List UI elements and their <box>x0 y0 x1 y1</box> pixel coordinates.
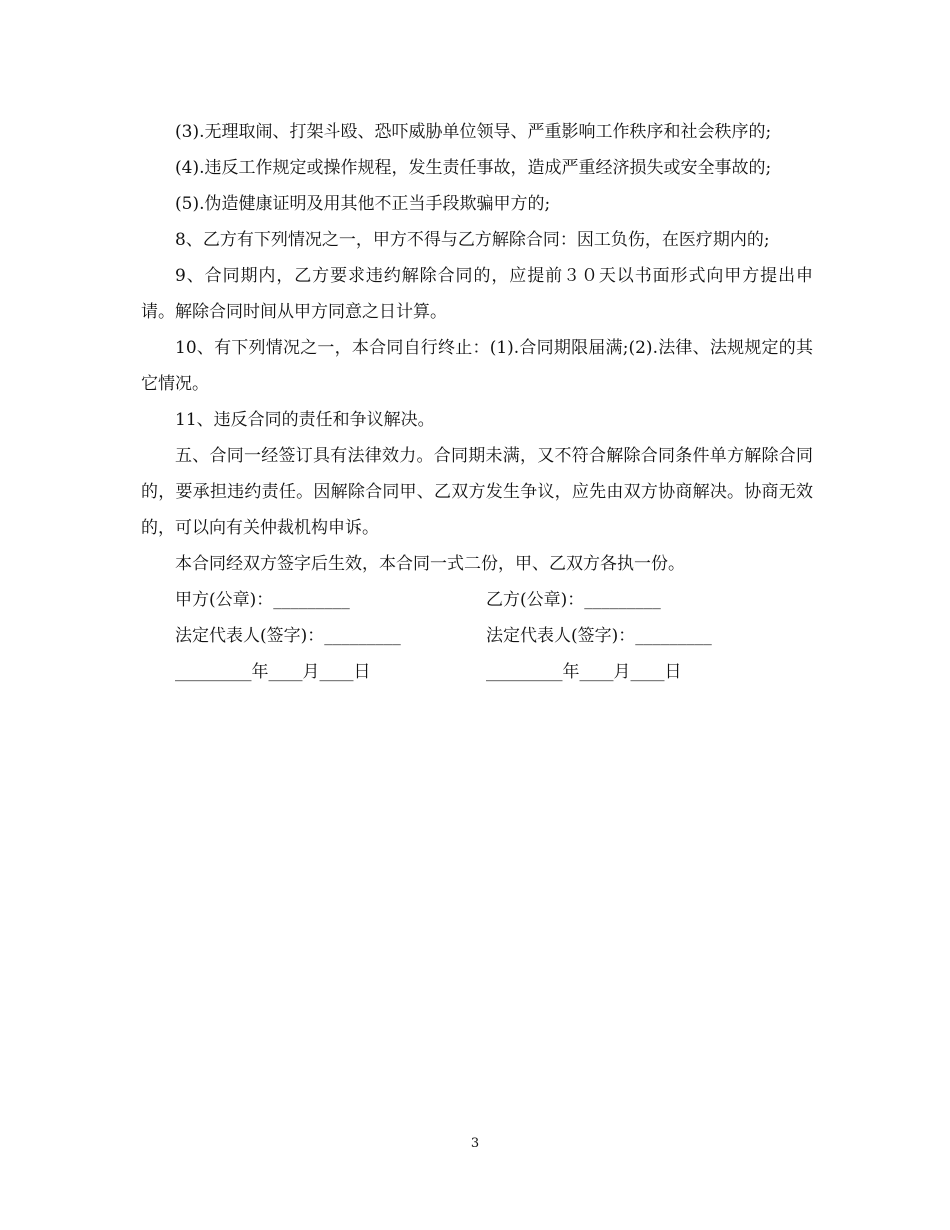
clause-4-violation: (4).违反工作规定或操作规程，发生责任事故，造成严重经济损失或安全事故的; <box>175 158 772 178</box>
party-a-seal: 甲方(公章)：_________ <box>175 590 350 610</box>
page-number: 3 <box>470 1136 480 1151</box>
effectiveness-statement: 本合同经双方签字后生效，本合同一式二份，甲、乙双方各执一份。 <box>175 554 685 574</box>
party-a-representative: 法定代表人(签字)：_________ <box>175 626 401 646</box>
signature-date-row <box>141 654 813 690</box>
clause-9-early-termination: 9、合同期内，乙方要求违约解除合同的，应提前３０天以书面形式向甲方提出申请。解除合同时间从甲方同意之日计算。 <box>141 266 813 322</box>
signature-seal-row <box>141 582 813 618</box>
clause-10-auto-termination: 10、有下列情况之一，本合同自行终止：(1).合同期限届满;(2).法律、法规规定的其它情况。 <box>141 338 813 394</box>
clause-8-no-termination: 8、乙方有下列情况之一，甲方不得与乙方解除合同：因工负伤，在医疗期内的; <box>175 230 770 250</box>
contract-body <box>141 114 813 690</box>
signature-rep-row <box>141 618 813 654</box>
party-a-date: _________年____月____日 <box>175 662 371 682</box>
party-b-date: _________年____月____日 <box>486 662 682 682</box>
clause-11-liability: 11、违反合同的责任和争议解决。 <box>175 410 435 430</box>
clause-5-fraud: (5).伪造健康证明及用其他不正当手段欺骗甲方的; <box>175 194 551 214</box>
party-b-seal: 乙方(公章)：_________ <box>486 590 661 610</box>
party-b-representative: 法定代表人(签字)：_________ <box>486 626 712 646</box>
section-5-legal-effect: 五、合同一经签订具有法律效力。合同期未满，又不符合解除合同条件单方解除合同的，要承担违约责任。因解除合同甲、乙双方发生争议，应先由双方协商解决。协商无效的，可以向有关仲裁机构申诉。 <box>141 446 813 538</box>
clause-3-disruption: (3).无理取闹、打架斗殴、恐吓威胁单位领导、严重影响工作秩序和社会秩序的; <box>175 122 772 142</box>
